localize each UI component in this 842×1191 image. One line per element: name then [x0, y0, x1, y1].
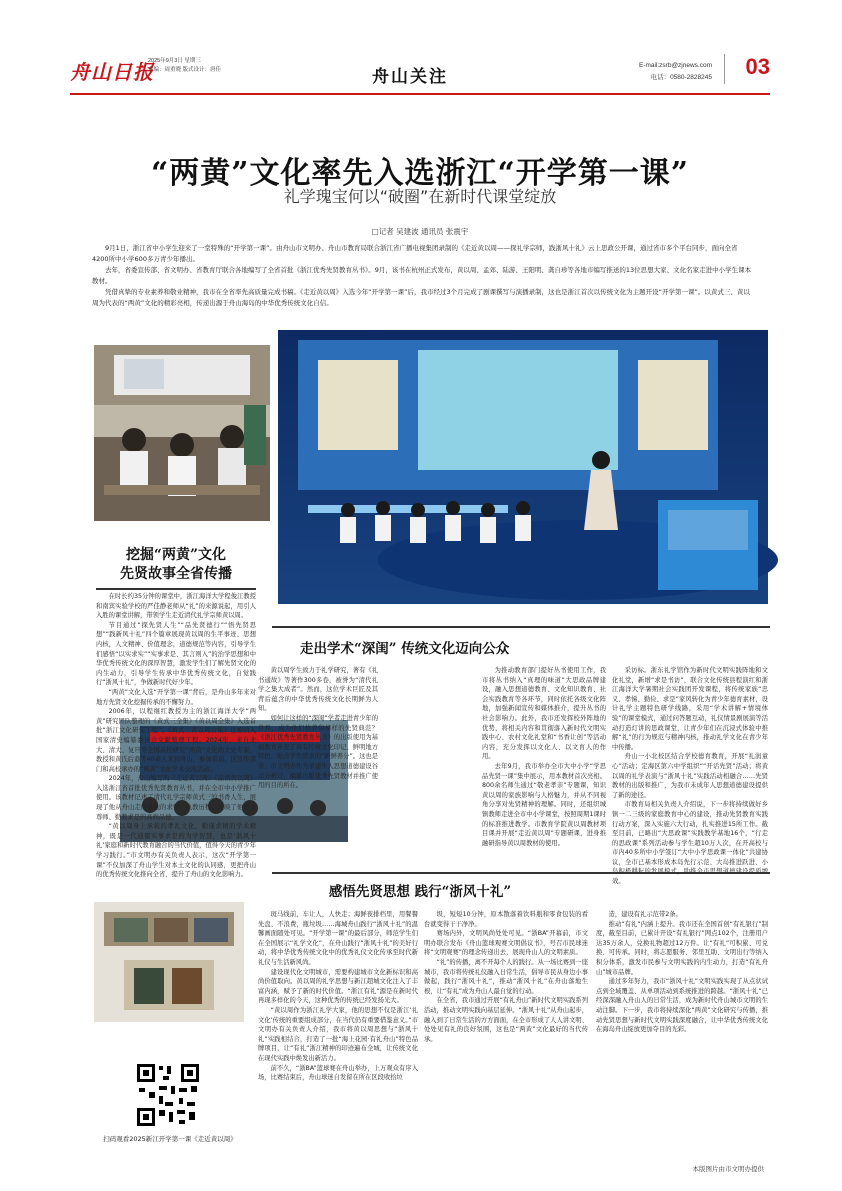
body-paragraph: 采访标。浙东礼学馆作为新时代文明实践阵地和文化礼堂，新增“求是书访”，联合文化传统县程演红和浙江海洋大学暑期社会实践团开发课程，将传统家族“忠义、孝悌、勤俭、求是”家风转化为青少年德育素材，设计礼学主题特色研学线路，采用“学术讲解+情境体验”的课堂模式，通过问答题互动，礼仪情景剧展演等活动打造灯讲的思政课堂，让青少年们在沉浸式体验中推解“礼”的行为规范与精神内核，推动礼学文化在青少年中传播。 — [612, 667, 768, 751]
body-paragraph: 黄以周学生致力于礼学研究，著有《礼书通故》等著作300多卷，被誉为“清代礼学之集大成者”。然而，这位学术巨匠及其背后蕴含的中华优秀传统文化长期鲜为人知。 — [258, 667, 378, 713]
newspaper-logo: 舟山日报 — [70, 60, 154, 84]
email: E-mail:zsrb@zjnews.com — [638, 62, 712, 69]
qr-code[interactable] — [135, 1062, 201, 1128]
body-paragraph: 通过多年努力，我市“浙风十礼”文明实践实现了从点状试点到全域覆盖、从单项活动到系统推进的跨越。“浙风十礼”已经深深融入舟山人的日常生活，成为新时代舟山城市文明的生动注脚。下一步，我市将持续深化“两黄”文化研究与传播，推动先贤思想与新时代文明实践深度融合，让中华优秀传统文化在海岛舟山绽放更加夺目的光彩。 — [596, 978, 768, 1034]
masthead-meta — [148, 57, 221, 75]
subheadline: 礼学瑰宝何以“破圈”在新时代课堂绽放 — [283, 187, 557, 206]
lead-paragraph: 凭借真挚的专业素养和敬业精神，我市在全省率先高质量完成书稿。《走近黄以周》入选今年“开学第一课”后，我市经过3个月完成了剧课撰写与演播录制，这也是浙江首次以传统文化为主题开设“开学第一课”。以黄式三、黄以周为代表的“两黄”文化的精彩亮相，传递出源于舟山海岛的中华优秀传统文化自信。 — [92, 288, 750, 307]
body-paragraph: 市教育局相关负责人介绍说，下一步将持续做好乡镇一二三级的家庭教育中心的建设，推动先贤教育实践行动方案，深入实施六大行动，扎实推进15所工作。截至目前，已略出“大思政课”实践教学基地16个，“行走的思政课”系列活动参与学生超10万人次，在开高校与市内40多所中小学签订“大中小学思政课一体化”共建协议，全市已基本形成本岛先行示范、大岛推进跃进、小 效。 — [612, 801, 768, 886]
lead-paragraph: 9月1日，浙江省中小学生迎来了一堂特殊的“开学第一课”。由舟山市文明办、舟山市教育局联合浙江省广播电视集团录制的《走近黄以周——探礼学宗师，践浙风十礼》云上思政公开课，通过省市多个平台同步，面向全省4200所中小学600多万青少年播出。 — [92, 244, 738, 263]
section1-heading-line1: 挖掘“两黄”文化 — [125, 547, 227, 563]
body-paragraph: “两黄”文化入选“开学第一课”背后，是舟山多年来对地方先贤文化挖掘传承的不懈努力。 — [96, 688, 256, 706]
lead-paragraph: 去年，省委宣传部、省文明办、省教育厅联合各地编写了全省首批《浙江优秀先贤教育丛书》。9月，该书在杭州正式发布，黄以周、孟郊、陆游、王阳明、龚自珍等各地市编写推送的13位思想大家、文化名家走进中小学生课本教材。 — [92, 266, 752, 285]
section1-rule — [96, 588, 256, 590]
body-paragraph: 造，建设有礼示范带2条。 — [608, 911, 682, 918]
body-paragraph: 斑马线前，车让人，人快走；海鲜夜排档里，用餐餐先盘、不浪费，瓶垃圾……海城舟山践行“浙风十礼”的温馨画面随处可见。“开学第一课”的最后部分，师范学生们在全国展示“礼学文化”，在舟山践行“浙风十礼”的美好行动，将中华优秀传统文化中的优秀礼仪文化传承至时代新礼仪与生活新风尚。 — [258, 911, 418, 966]
section2-column-2 — [482, 666, 606, 876]
section2-column-1 — [258, 666, 378, 876]
contact-info — [639, 60, 712, 84]
page-number: 03 — [724, 54, 770, 84]
body-paragraph: 圾，短短10分钟，原本散落着饮料瓶和零食包装的看台就变得干干净净。 — [424, 911, 588, 928]
body-paragraph: 在全省，我市通过开展“有礼舟山”新时代文明实践系列活动，推动文明实践向基层延伸。“浙风十礼”从舟山起步，融入到了日常生活的方方面面，在全市形成了人人讲文明、处处见有礼的良好氛围，这也是“两黄”文化最好的当代传承。 — [424, 997, 588, 1043]
body-paragraph: 2006年，以程继红教授为主的浙江海洋大学“两黄”研究团队整理的《黄式三全集》《黄以周全集》入选首批“浙江文化研究工程”。《黄式三黄以周合集》也被纳入国家清史编纂委员会文献整理工程。2024年，来自北大、清大、复旦等全国高校研究“两黄”文化的文史专家，教授和黄氏后裔等40余人来到舟山，参加首届，区宣传部门和高校承办的“两黄”文化学术交流活动。 — [96, 708, 256, 773]
section2-rule — [272, 626, 770, 628]
masthead-rule — [70, 93, 770, 95]
body-paragraph: 如何让这样的“深闺”学者走进青少年的世界，成为他们修养和榜样的先贤典范？《浙江优秀先贤教育丛书》的出版使用为基础教育补充了具有传统文化印记、鲜明地方特色、贴合学生需求的“新鲜养分”。这也是省、市文明办作为承建牛人思想道德建设谷示分析订，编纂出版优秀先贤教材并推广使用的目的所在。 — [258, 714, 378, 790]
headline: “两黄”文化率先入选浙江“开学第一课” — [150, 156, 690, 191]
section3-heading: 感悟先贤思想 践行“浙风十礼” — [328, 884, 512, 900]
section2-column-3 — [612, 666, 768, 886]
lead-paragraphs — [92, 243, 752, 309]
section3-rule — [272, 872, 770, 874]
body-paragraph: “黄以周作为浙江礼学大家，他的思想不仅是浙江‘礼文化’传统的重要组成部分，在当代仍有重要借鉴意义。”市文明办有关负责人介绍，我市将黄以周思想与“浙风十礼”实践相结合，打造了一批“海上花园·有礼舟山”特色品牌项目，让“有礼”浙江精神的印迹遍布全城，让传统文化在现代实践中焕发出新活力。 — [258, 1006, 418, 1062]
body-paragraph: 舟山一小北校区结合学校德育教育，开展“礼润童心”活动；定海区第六中学组织““开话先贤”活动；将黄以周的礼学表演与“浙风十礼”实践活动相融合……先贤教材的出版和推广，为我市未成年人思想道德建设提供了新的途径。 — [612, 753, 768, 799]
body-paragraph: 前不久，“浙BA”篮球赛在舟山举办，上万观众有序入场，比赛结束后，舟山球迷自发留在所在区段收拾垃 — [258, 1064, 418, 1082]
phone: 电话：0580-2828245 — [650, 74, 712, 81]
byline: □记者 吴建波 通讯员 张震宇 — [371, 227, 469, 236]
section3-column-1 — [258, 910, 418, 1160]
tv-studio-photo — [278, 330, 768, 604]
body-paragraph: “黄以周身上承载的孝礼文化，勤谨求精的学术精神，既是一代通儒实事求是的为学智慧，也是‘浙风十礼’家庭和新时代教育融合的当代价值，值得今天的青少年学习践行。”市文明办有关负责人表示，这次“开学第一课”不仅加深了舟山学生对本土文化的认同感，更把舟山的优秀传统文化推向全省，提升了舟山的文化影响力。 — [96, 823, 256, 879]
body-paragraph: 节目通过“探先贤人生”“品先贤德行”“悟先贤思想”“践新风十礼”四个篇章展现黄以周的生平事迹、思想内核，人文精神、价值理念，道德规范等内容，引导学生们感悟“以实求实”“实事求是、其言则入”的治学思想和中华优秀传统文化的深厚智慧，激发学生们了解先贤文化的内生动力，引导学生传承中华优秀传统文化，自觉践行“浙风十礼”，争做新时代好少年。 — [96, 621, 256, 687]
body-paragraph: 为推动教育部门提好丛书使用工作，我市将丛书纳入“真理的味道”大思政品牌建设，融入思想道德教育、文化知识教育、社会实践教育等各环节，同时依托各级文化阵地，加强新闻宣传和媒体推介，提升丛书的社会影响力。此外，我市还发挥校外阵地的优势，将相关内容和贯彻落入新时代文明实践中心、农村文化礼堂和“书香让创”等活动内容，充分发挥以文化人、以文育人的作用。 — [482, 667, 606, 761]
qr-caption: 扫码观看2025新江开学第一课《走近黄以周》 — [103, 1135, 237, 1143]
body-paragraph: 建设现代化文明城市，需要构建城市文化新标识和高尚价值取向。黄以周的礼学思想与新江超城文化注入了丰富内涵，赋予了新的时代价值。“浙江有礼”源是在新时代再现多样化的今天，这种优秀的传统已经发扬光大。 — [258, 968, 418, 1005]
body-paragraph: “礼”的传播，离不开每个人的践行。从一场比赛到一座城市，我市将传统礼仪融入日常生活，倡导市民从身边小事做起，践行“浙风十礼”，推动“浙风十礼”在舟山落地生根，让“有礼”成为舟山人最自觉的行动。 — [424, 958, 588, 995]
section3-column-3 — [596, 910, 768, 1160]
body-paragraph: 去年9月，我市举办全市大中小学“学思品先贤一课”集中展示，用本教材首次亮相。800余名师生通过“敬老孝亲”专题课，知识黄以周的家族影响与人格魅力，并从不同视角分享对先贤精神的理解。同时，还组织城镇教师走进全市中小学课堂，按照周期1课时的标准推进教学。市教育学院黄以周教材项目课并开展“走近黄以周”专题研课，进身推融研指导黄以周教材的使用。 — [482, 762, 606, 847]
body-paragraph: 推动“有礼”内涵上提升。我市还在全国首创“有礼银行”制度，截至目前，已累计开设“有礼银行”网点102个，注册用户达35万余人，兑换礼物超过12万件。让“有礼”可积累、可兑换、可传承。同时，将志愿服务、邻里互助、文明出行等纳入积分体系，激发市民参与文明实践的内生动力，打造“有礼舟山”城市品牌。 — [596, 920, 768, 976]
section2-heading: 走出学术“深闺” 传统文化迈向公众 — [300, 641, 510, 657]
section1-heading — [96, 546, 256, 584]
issue-date: 2025年9月3日 星期三 — [148, 58, 201, 64]
editor-line: 主编：周重晓 版式设计：唐佳 — [148, 67, 222, 73]
masthead — [70, 54, 770, 94]
body-paragraph: 在时长约35分钟的课堂中，浙江海洋大学程俊江教授和南宾实验学校的严佳静老师从“礼”的来源说起，用引人入胜的课堂讲解，带领学生走近清代礼学宗师黄以周。 — [96, 593, 256, 620]
body-paragraph: 赛场内外，文明风尚处处可见。“浙BA”开幕前，市文明办联合发布《舟山篮球观赛文明倡议书》，号召市民球迷将“文明观赛”的理念传递出去，展现舟山人的文明素质。 — [424, 930, 588, 957]
photo-credit: 本版图片由市文明办提供 — [692, 1165, 764, 1173]
classroom-photo — [94, 345, 270, 521]
section3-column-2 — [424, 910, 588, 1160]
section-title: 舟山关注 — [372, 67, 448, 87]
section1-heading-line2: 先贤故事全省传播 — [120, 566, 232, 582]
body-paragraph: 2024年，舟山编写的《走近黄以周》《品读黄以周》入选浙江省首批优秀先贤教育丛书，并在全市中小学推广使用。该教材记述了清代礼学宗师黄式三的书香人生，展现了他从舟山走向各地的求学、执教历程，反映了他孝亲尊师、勤教求是的高尚品德。 — [96, 775, 256, 821]
section1-column — [96, 592, 256, 948]
